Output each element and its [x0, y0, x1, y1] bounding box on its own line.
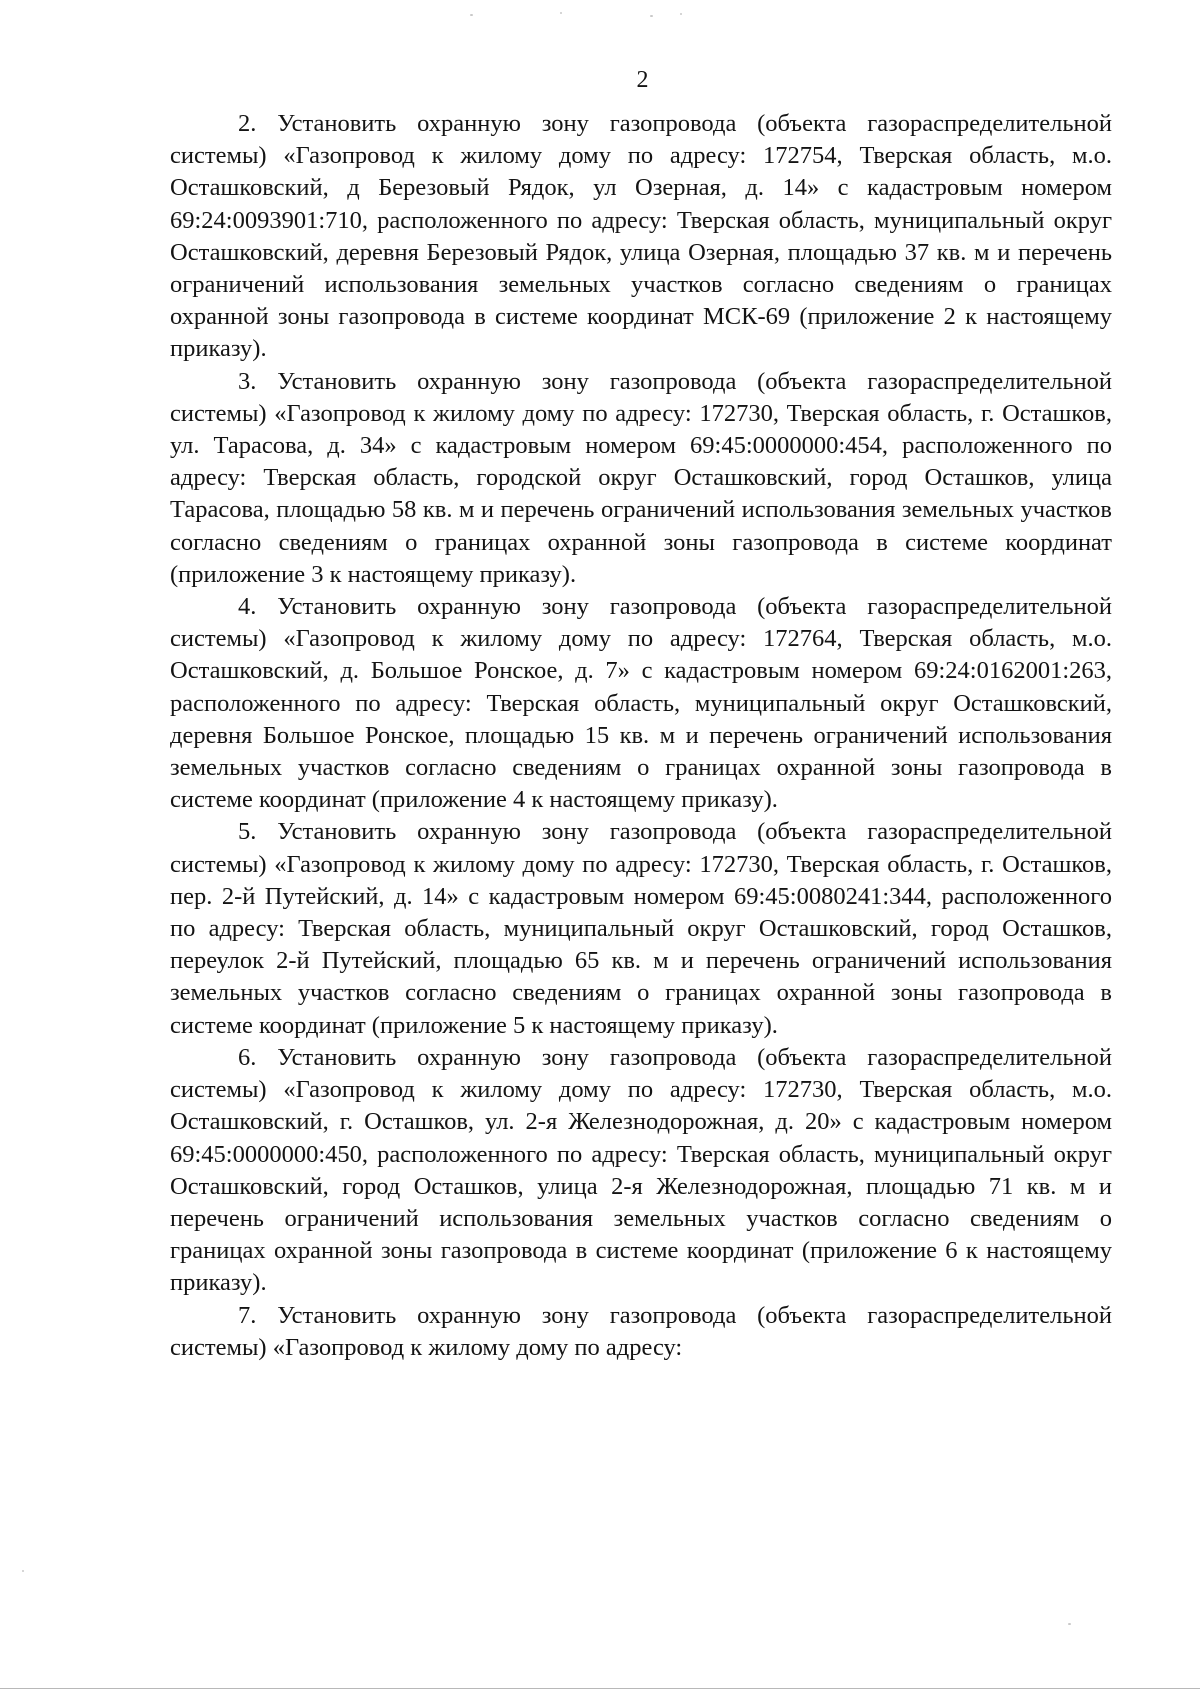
document-body	[170, 108, 1112, 1364]
scan-bottom-line	[0, 1688, 1200, 1689]
paragraph-item-4: 4. Установить охранную зону газопровода (объекта газораспределительной системы) «Газопровод к жилому дому по адресу: 172764, Тверская область, м.о. Осташковский, д. Большое Ронское, д. 7» с кадастровым номером 69:24:0162001:263, расположенного по адресу: Тверская область, муниципальный округ Осташковский, деревня Большое Ронское, площадью 15 кв. м и перечень ограничений использования земельных участков согласно сведениям о границах охранной зоны газопровода в системе координат (приложение 4 к настоящему приказу).	[170, 593, 1112, 814]
scan-speck	[680, 13, 682, 15]
paragraph-item-7: 7. Установить охранную зону газопровода (объекта газораспределительной системы) «Газопровод к жилому дому по адресу:	[170, 1301, 1112, 1361]
paragraph-item-6: 6. Установить охранную зону газопровода (объекта газораспределительной системы) «Газопровод к жилому дому по адресу: 172730, Тверская область, м.о. Осташковский, г. Осташков, ул. 2-я Железнодорожная, д. 20» с кадастровым номером 69:45:0000000:450, расположенного по адресу: Тверская область, муниципальный округ Осташковский, город Осташков, улица 2-я Железнодорожная, площадью 71 кв. м и перечень ограничений использования земельных участков согласно сведениям о границах охранной зоны газопровода в системе координат (приложение 6 к настоящему приказу).	[170, 1043, 1112, 1297]
scan-speck	[650, 15, 653, 17]
paragraph-item-3: 3. Установить охранную зону газопровода (объекта газораспределительной системы) «Газопровод к жилому дому по адресу: 172730, Тверская область, г. Осташков, ул. Тарасова, д. 34» с кадастровым номером 69:45:0000000:454, расположенного по адресу: Тверская область, городской округ Осташковский, город Осташков, улица Тарасова, площадью 58 кв. м и перечень ограничений использования земельных участков согласно сведениям о границах охранной зоны газопровода в системе координат (приложение 3 к настоящему приказу).	[170, 367, 1112, 588]
scan-speck	[470, 14, 473, 16]
paragraph-item-5: 5. Установить охранную зону газопровода (объекта газораспределительной системы) «Газопровод к жилому дому по адресу: 172730, Тверская область, г. Осташков, пер. 2-й Путейский, д. 14» с кадастровым номером 69:45:0080241:344, расположенного по адресу: Тверская область, муниципальный округ Осташковский, город Осташков, переулок 2-й Путейский, площадью 65 кв. м и перечень ограничений использования земельных участков согласно сведениям о границах охранной зоны газопровода в системе координат (приложение 5 к настоящему приказу).	[170, 818, 1112, 1039]
scan-speck	[22, 1570, 24, 1572]
scan-speck	[560, 12, 562, 14]
paragraph-item-2: 2. Установить охранную зону газопровода (объекта газораспределительной системы) «Газопровод к жилому дому по адресу: 172754, Тверская область, м.о. Осташковский, д Березовый Рядок, ул Озерная, д. 14» с кадастровым номером 69:24:0093901:710, расположенного по адресу: Тверская область, муниципальный округ Осташковский, деревня Березовый Рядок, улица Озерная, площадью 37 кв. м и перечень ограничений использования земельных участков согласно сведениям о границах охранной зоны газопровода в системе координат МСК-69 (приложение 2 к настоящему приказу).	[170, 110, 1112, 363]
page-number: 2	[636, 67, 649, 93]
scan-speck	[1068, 1623, 1071, 1625]
